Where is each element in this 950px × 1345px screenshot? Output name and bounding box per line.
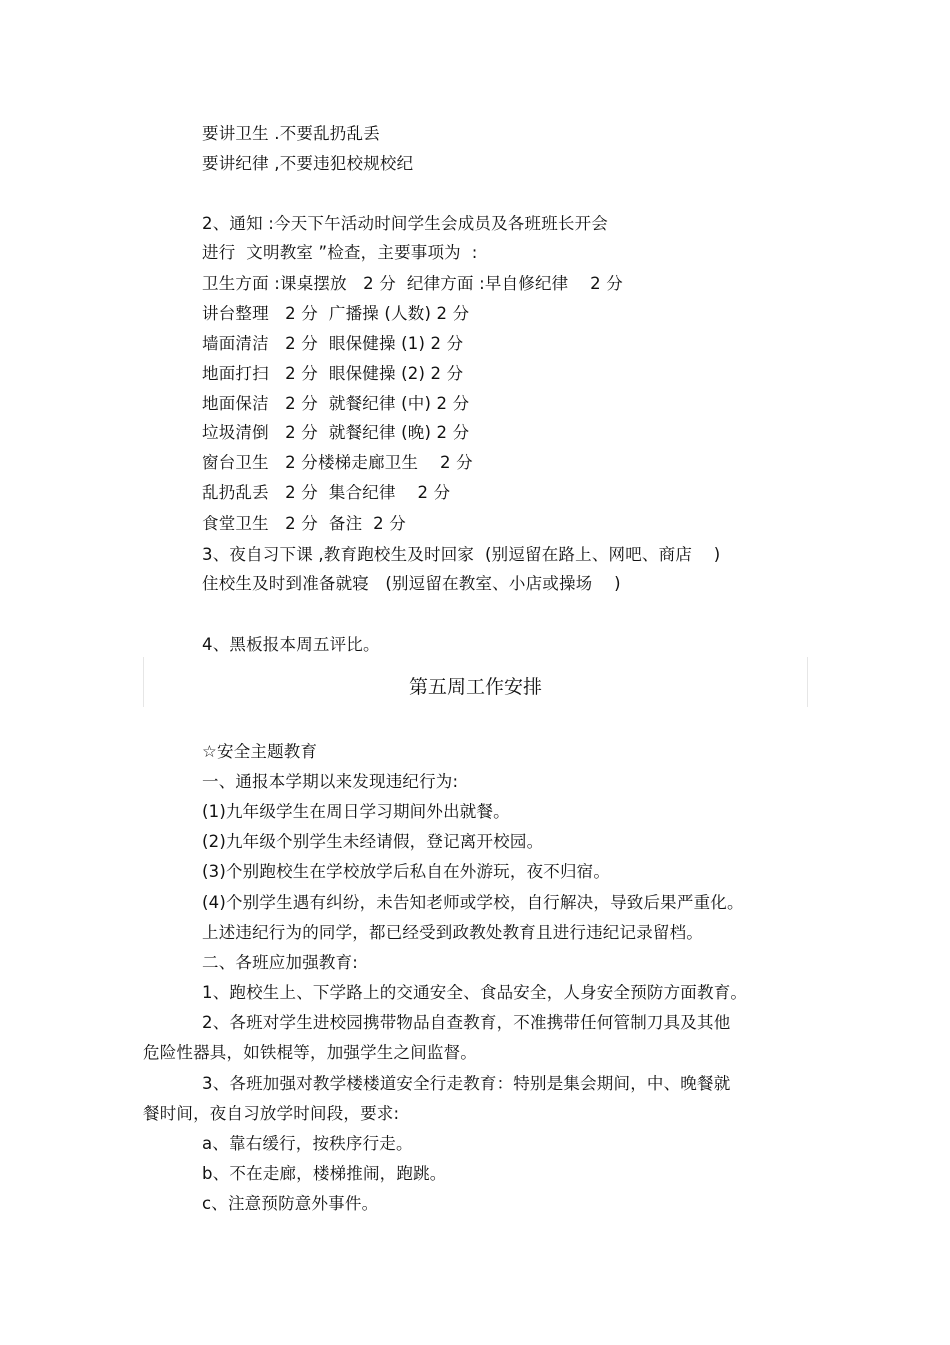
text-line: 地面打扫 2 分 眼保健操 (2) 2 分 (202, 364, 464, 383)
text-line: 地面保洁 2 分 就餐纪律 (中) 2 分 (202, 394, 470, 413)
text-line: c、注意预防意外事件。 (202, 1194, 379, 1213)
text-line: a、靠右缓行，按秩序行走。 (202, 1134, 413, 1153)
text-line: (1)九年级学生在周日学习期间外出就餐。 (202, 802, 510, 821)
text-line: 要讲卫生 .不要乱扔乱丢 (202, 124, 380, 143)
section-title: 第五周工作安排 (408, 676, 542, 698)
text-line: 窗台卫生 2 分楼梯走廊卫生 2 分 (202, 453, 473, 472)
text-line: 垃圾清倒 2 分 就餐纪律 (晚) 2 分 (202, 423, 470, 442)
text-line: b、不在走廊，楼梯推闹，跑跳。 (202, 1164, 447, 1183)
text-line: 3、各班加强对教学楼楼道安全行走教育：特别是集会期间，中、晚餐就 (202, 1074, 731, 1093)
text-line: 1、跑校生上、下学路上的交通安全、食品安全，人身安全预防方面教育。 (202, 983, 748, 1002)
text-line: 乱扔乱丢 2 分 集合纪律 2 分 (202, 483, 451, 502)
text-line: 墙面清洁 2 分 眼保健操 (1) 2 分 (202, 334, 464, 353)
text-line: ☆安全主题教育 (202, 742, 318, 761)
text-line: (4)个别学生遇有纠纷，未告知老师或学校，自行解决，导致后果严重化。 (202, 893, 744, 912)
text-line: 卫生方面 :课桌摆放 2 分 纪律方面 :早自修纪律 2 分 (202, 274, 623, 293)
text-line: 进行 文明教室 ”检查，主要事项为 : (202, 243, 478, 262)
text-line: 4、黑板报本周五评比。 (202, 635, 380, 654)
text-line: 食堂卫生 2 分 备注 2 分 (202, 514, 406, 533)
text-line: 二、各班应加强教育: (202, 953, 359, 972)
text-line: 住校生及时到准备就寝 (别逗留在教室、小店或操场 ) (202, 574, 621, 593)
text-line: (2)九年级个别学生未经请假，登记离开校园。 (202, 832, 544, 851)
text-line: 上述违纪行为的同学，都已经受到政教处教育且进行违纪记录留档。 (202, 923, 703, 942)
text-line: 3、夜自习下课 ,教育跑校生及时回家 (别逗留在路上、网吧、商店 ) (202, 545, 721, 564)
text-line: 一、通报本学期以来发现违纪行为: (202, 772, 459, 791)
text-line: 讲台整理 2 分 广播操 (人数) 2 分 (202, 304, 470, 323)
text-line: 要讲纪律 ,不要违犯校规校纪 (202, 154, 414, 173)
text-line: 2、通知 :今天下午活动时间学生会成员及各班班长开会 (202, 214, 609, 233)
text-line: 2、各班对学生进校园携带物品自查教育，不准携带任何管制刀具及其他 (202, 1013, 731, 1032)
text-line: (3)个别跑校生在学校放学后私自在外游玩，夜不归宿。 (202, 862, 611, 881)
text-line: 餐时间，夜自习放学时间段，要求: (143, 1104, 400, 1123)
text-line: 危险性器具，如铁棍等，加强学生之间监督。 (143, 1043, 477, 1062)
